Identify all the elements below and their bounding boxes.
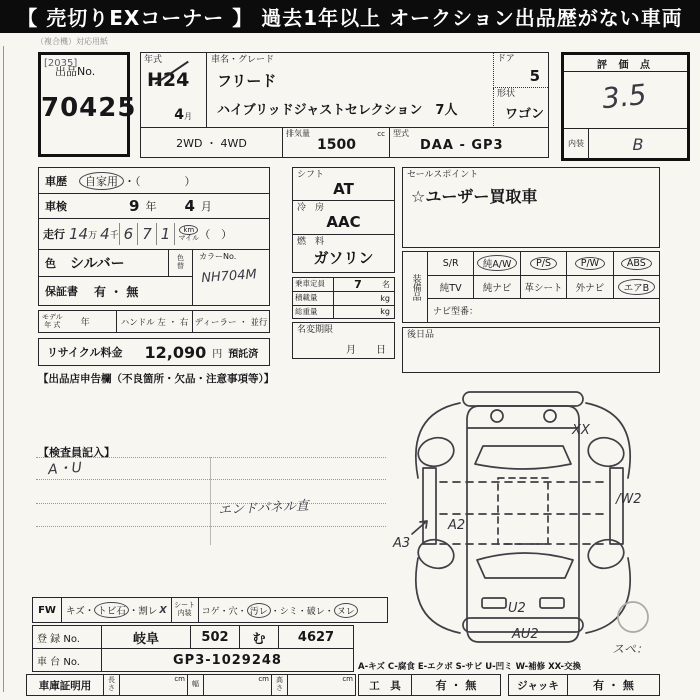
registration-number: 4627 — [297, 629, 335, 645]
fw-row — [32, 597, 388, 623]
ruled-line — [36, 526, 386, 527]
mileage-d2: 7 — [137, 223, 156, 245]
front-lamp-left — [482, 598, 506, 608]
weight-row: 総重量 kg — [295, 306, 390, 317]
tools-options: 有 ・ 無 — [435, 679, 477, 692]
mileage-paren: （ ） — [199, 228, 233, 241]
inspection-row — [38, 193, 270, 219]
registration-label: 登 録 No. — [33, 626, 102, 648]
later-items-label: 後日品 — [407, 330, 435, 340]
fuel-value: ガソリン — [313, 249, 374, 267]
shape-label: 形状 — [497, 89, 516, 99]
nav-model-row: ナビ型番： — [433, 307, 479, 318]
model-year-unit-2: 年 — [80, 318, 90, 328]
color-no-cell — [192, 249, 270, 306]
interior-label: 内装 — [564, 129, 589, 159]
handle-cell: ハンドル 左 ・ 右 — [117, 311, 193, 332]
declare-label: 【出品店申告欄（不良箇所・欠品・注意事項等）】 — [38, 373, 275, 385]
door-cell — [493, 53, 548, 88]
wheel-front-right — [585, 536, 627, 572]
right-front-fender — [586, 558, 630, 633]
shape-cell — [493, 88, 548, 126]
paper-note: （複合機）対応用紙 — [36, 37, 108, 46]
door-label: ドア — [497, 54, 515, 64]
recycle-status: 預託済 — [228, 348, 259, 360]
rear-panel-circle-right — [544, 410, 556, 422]
capacity-row: 乗車定員 7 名 — [293, 278, 394, 292]
mark-u2: U2 — [508, 601, 526, 616]
car-damage-diagram — [390, 386, 700, 660]
model-year-month: 4 — [174, 107, 184, 123]
tools-label: 工 具 — [359, 675, 412, 695]
equip-aw: 純A/W — [474, 252, 520, 275]
interior-row — [564, 128, 687, 159]
history-label: 車歴 — [45, 174, 67, 188]
model-code-cell — [390, 128, 548, 157]
model-year-month-wrap — [174, 104, 192, 123]
lot-label: 出品No. — [55, 65, 96, 78]
color-change-2: 替 — [177, 262, 184, 270]
displacement-cell — [283, 128, 390, 157]
inspection-month-unit: 月 — [200, 200, 212, 213]
recycle-unit: 円 — [212, 348, 223, 360]
seat-condition-cell: コゲ・穴・ 汚レ ・シミ・破レ・ ヌレ — [199, 598, 387, 622]
dealer-cell: ディーラー ・ 並行 — [194, 317, 268, 328]
garage-label: 車庫証明用 — [27, 675, 104, 695]
garage-height-label: 高 さ — [272, 675, 288, 695]
recycle-label: リサイクル料金 — [47, 346, 123, 359]
vehicle-grade: ハイブリッドジャストセレクション 7人 — [217, 103, 458, 118]
vehicle-name: フリード — [217, 72, 277, 90]
history-row — [38, 167, 270, 194]
rename-value: 月 日 — [346, 345, 386, 356]
left-front-fender — [416, 558, 460, 633]
left-rocker — [423, 468, 436, 544]
fw-label: FW — [33, 598, 62, 622]
model-year-era: H24 — [147, 69, 190, 91]
equip-leather: 革シート — [521, 276, 567, 299]
equipment-grid — [428, 252, 659, 322]
ruled-line — [36, 457, 386, 458]
garage-width-field: cm — [204, 675, 272, 695]
sheet-left-edge — [3, 46, 4, 692]
model-year-month-unit: 月 — [184, 112, 192, 121]
mileage-man: 14 — [69, 225, 89, 243]
mileage-man-unit: 万 — [88, 230, 98, 241]
mileage-km: km — [179, 225, 198, 235]
mark-w2: /W2 — [616, 492, 642, 507]
ruled-line — [36, 503, 386, 504]
equipment-box — [402, 251, 660, 323]
a3-arrow — [412, 521, 427, 534]
chassis-number: GP3-1029248 — [173, 652, 282, 668]
rear-window — [475, 446, 571, 469]
mark-a2: A2 — [448, 518, 466, 533]
equip-sr: S/R — [428, 252, 474, 275]
interior-value: B — [632, 134, 644, 154]
score-box — [561, 52, 690, 161]
load-row: 積載量 kg — [293, 292, 394, 306]
drive-cell: 2WD ・ 4WD — [141, 128, 283, 157]
chassis-label: 車 台 No. — [33, 649, 102, 671]
mileage-label: 走行 — [43, 228, 65, 241]
garage-length-field: cm — [120, 675, 188, 695]
inspector-note-2: エンドパネル直 — [217, 498, 310, 519]
equip-tv: 純TV — [428, 276, 474, 299]
rear-bumper — [463, 392, 583, 406]
model-year-cell — [39, 311, 117, 332]
equipment-row-2 — [428, 276, 659, 300]
ac-label: 冷 房 — [297, 203, 325, 213]
sales-point-value: ☆ユーザー買取車 — [411, 187, 538, 206]
garage-row — [26, 674, 356, 696]
garage-height-field: cm — [342, 675, 353, 683]
fw-glass-cell: キズ・ トビ石 ・割レ X — [62, 598, 172, 622]
spare-label: スペ： — [612, 642, 649, 656]
history-rest: ・（ ） — [124, 174, 196, 188]
fuel-label: 燃 料 — [297, 237, 325, 247]
chassis-row — [32, 648, 354, 672]
roof-dashed-rect — [498, 478, 548, 544]
inspection-year: 9 — [129, 197, 140, 215]
spare-tire-circle — [618, 602, 648, 632]
score-cell — [564, 72, 687, 128]
inspector-label: 【検査員記入】 — [38, 446, 115, 459]
registration-pref: 岐阜 — [102, 626, 191, 648]
seat-label: シート 内装 — [172, 598, 199, 622]
mileage-d3: 1 — [156, 223, 176, 245]
history-value: 自家用 — [79, 172, 124, 190]
ruled-line — [36, 479, 386, 480]
mileage-row — [38, 218, 270, 250]
ruled-divider — [210, 457, 211, 545]
model-year-stack: モデル 年 式 — [42, 312, 63, 329]
registration-class: 502 — [191, 626, 240, 648]
warranty-row — [38, 276, 193, 306]
fuel-box — [292, 234, 395, 273]
warranty-options: 有 ・ 無 — [94, 284, 139, 299]
header-row2 — [140, 127, 549, 158]
shift-label: シフト — [297, 170, 325, 180]
lot-number: 70425 — [41, 93, 137, 123]
ac-box — [292, 200, 395, 235]
registration-kana: む — [240, 626, 279, 648]
rename-box — [292, 322, 395, 359]
lot-stamp: [2035] — [44, 58, 78, 69]
color-change-1: 色 — [177, 254, 184, 263]
front-lamp-right — [540, 598, 564, 608]
inspection-year-unit: 年 — [145, 200, 157, 213]
garage-length-label: 長 さ — [104, 675, 120, 695]
garage-width-label: 幅 — [188, 675, 204, 695]
damage-legend: A-キズ C-腐食 E-エクボ S-サビ U-凹ミ W-補修 XX-交換 — [358, 662, 582, 672]
color-label: 色 — [45, 257, 56, 270]
mileage-sen: 4 — [100, 225, 110, 243]
sales-point-box — [402, 167, 660, 248]
recycle-amount: 12,090 — [144, 342, 207, 362]
color-row — [38, 249, 169, 277]
seat-circled-1: 汚レ — [247, 603, 271, 618]
seat-circled-2: ヌレ — [334, 603, 358, 618]
lot-box — [38, 52, 137, 157]
model-code-value: DAA - GP3 — [420, 138, 504, 153]
equipment-row-1 — [428, 252, 659, 276]
displacement-label: 排気量 — [286, 129, 310, 138]
sales-point-label: セールスポイント — [407, 170, 479, 180]
score-value: 3.5 — [600, 77, 649, 116]
color-no-value: NH704M — [200, 267, 258, 287]
inspector-note-1: A・U — [47, 459, 83, 479]
ac-value: AAC — [326, 213, 361, 231]
equip-pw: P/W — [567, 252, 613, 275]
wheel-rear-right — [585, 434, 627, 470]
displacement-unit: cc — [377, 130, 385, 138]
fw-glass-mark: X — [159, 604, 167, 616]
later-items-box — [402, 327, 660, 373]
model-year-label: 年式 — [144, 55, 163, 65]
front-windshield — [477, 553, 573, 578]
model-spec-row — [38, 310, 270, 333]
model-year-box — [140, 52, 207, 128]
capacity-table — [292, 277, 395, 319]
equip-airbag: エアB — [614, 276, 659, 299]
equip-extnavi: 外ナビ — [567, 276, 613, 299]
displacement-value: 1500 — [317, 137, 356, 153]
interior-value-cell — [589, 135, 687, 154]
banner-title: 【 売切りEXコーナー 】 過去1年以上 オークション出品歴がない車両 — [0, 0, 700, 33]
rear-panel-circle-left — [491, 410, 503, 422]
jack-label: ジャッキ — [509, 675, 568, 695]
door-seam-lines — [440, 482, 606, 544]
tools-row — [358, 674, 501, 696]
rename-label: 名変期限 — [297, 325, 334, 335]
shift-box — [292, 167, 395, 201]
wheel-rear-left — [415, 434, 457, 470]
score-label: 評 価 点 — [564, 55, 687, 72]
color-no-label: カラーNo. — [199, 252, 237, 261]
warranty-label: 保証書 — [45, 285, 78, 298]
recycle-row — [38, 338, 270, 366]
equip-navi: 純ナビ — [474, 276, 520, 299]
inspection-label: 車検 — [45, 200, 67, 213]
door-value: 5 — [529, 67, 540, 85]
fw-glass-circled: トビ石 — [94, 602, 129, 618]
color-value: シルバー — [70, 256, 125, 272]
mileage-d1: 6 — [119, 223, 138, 245]
mileage-units — [178, 225, 199, 243]
jack-row — [508, 674, 660, 696]
equip-abs: ABS — [614, 252, 659, 275]
mileage-mile: マイル — [178, 234, 200, 243]
vehicle-name-box — [206, 52, 549, 128]
equip-ps: P/S — [521, 252, 567, 275]
mark-au2: AU2 — [512, 627, 539, 642]
shape-value: ワゴン — [504, 107, 544, 122]
inspection-month: 4 — [184, 197, 195, 215]
mileage-sen-unit: 千 — [109, 230, 119, 241]
model-code-label: 型式 — [393, 129, 409, 138]
shift-value: AT — [333, 180, 354, 198]
mark-xx: XX — [572, 423, 590, 438]
vehicle-name-label: 車名・グレード — [211, 55, 275, 65]
equipment-label: 装備品 — [403, 252, 428, 322]
jack-options: 有 ・ 無 — [593, 679, 634, 692]
mark-a3: A3 — [393, 536, 411, 551]
color-change-cell — [168, 249, 193, 277]
registration-row — [32, 625, 354, 649]
